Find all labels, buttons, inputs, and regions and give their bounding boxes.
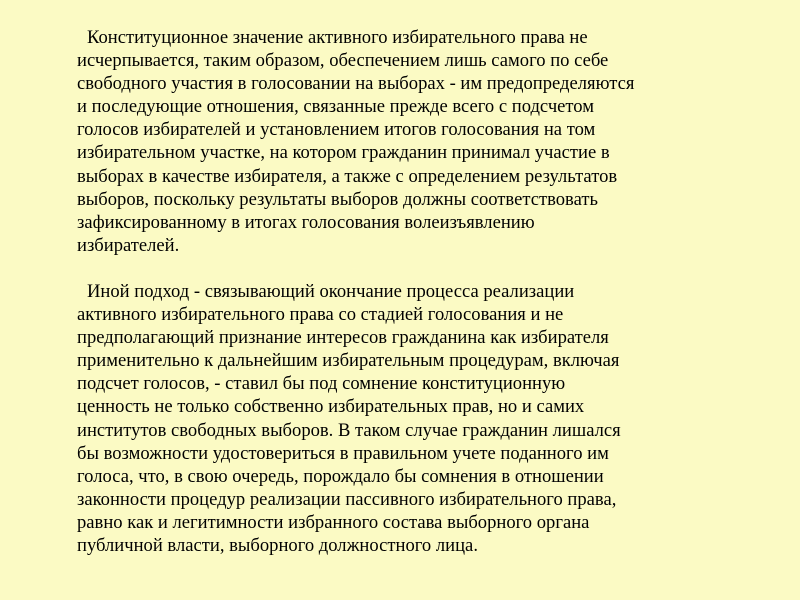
paragraph-2: Иной подход - связывающий окончание процесса реализации активного избирательного права со стадией голосования и не предполагающий признание интересов гражданина как избирателя применительно к дальнейшим избирательным процедурам, включая подсчет голосов, - ставил бы под сомнение конституционную ценность не только собственно избирательных прав, но и самих институтов свободных выборов. В таком случае гражданин лишался бы возможности удостовериться в правильном учете поданного им голоса, что, в свою очередь, порождало бы сомнения в отношении законности процедур реализации пассивного избирательного права, равно как и легитимности избранного состава выборного органа публичной власти, выборного должностного лица. bbox=[77, 280, 621, 556]
paragraph-1: Конституционное значение активного избирательного права не исчерпывается, таким образом, обеспечением лишь самого по себе свободного участия в голосовании на выборах - им предопределяются и последующие отношения, связанные прежде всего с подсчетом голосов избирателей и установлением итогов голосования на том избирательном участке, на котором гражданин принимал участие в выборах в качестве избирателя, а также с определением результатов выборов, поскольку результаты выборов должны соответствовать зафиксированному в итогах голосования волеизъявлению избирателей. bbox=[77, 27, 635, 256]
text-block bbox=[77, 26, 757, 557]
